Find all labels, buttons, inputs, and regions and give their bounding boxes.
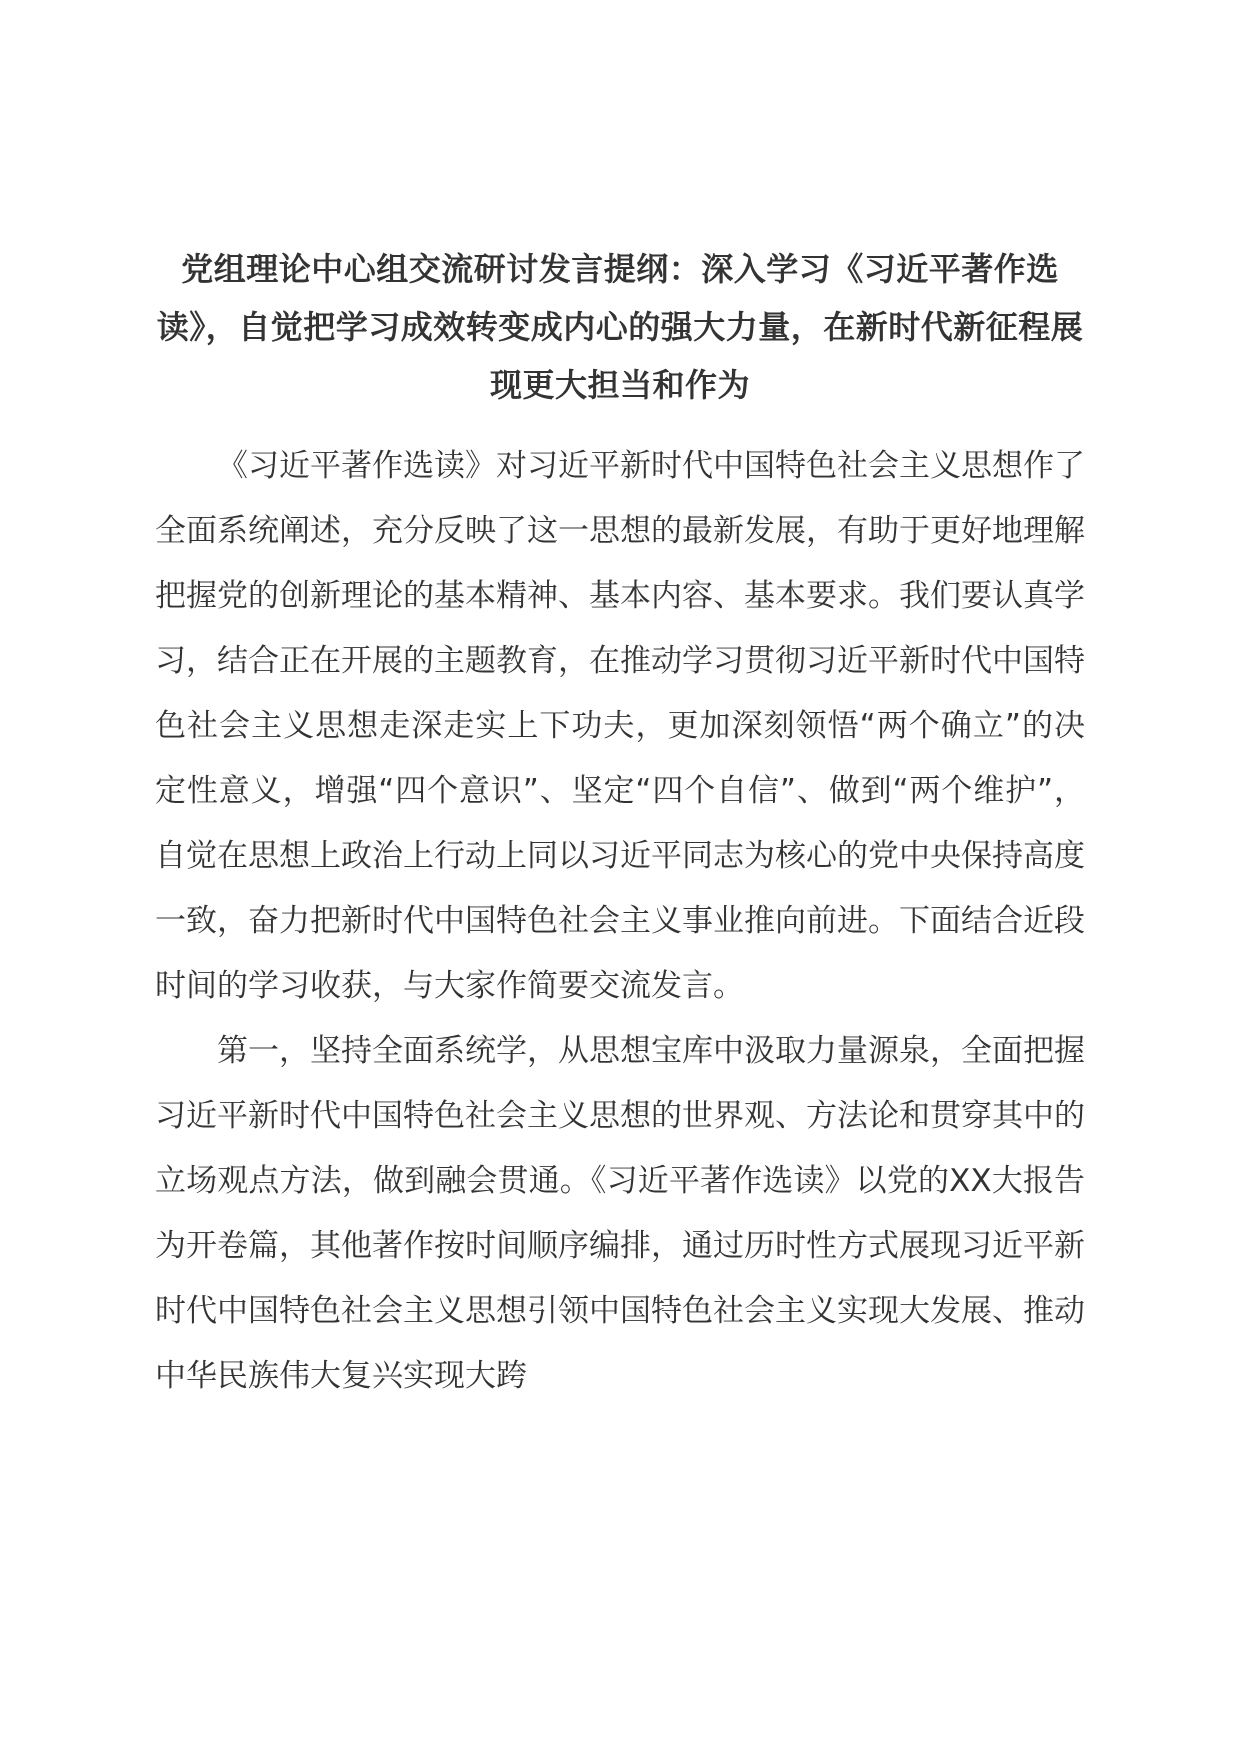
paragraph-intro: 《习近平著作选读》对习近平新时代中国特色社会主义思想作了全面系统阐述，充分反映了这一思想的最新发展，有助于更好地理解把握党的创新理论的基本精神、基本内容、基本要求。我们要认真学习，结合正在开展的主题教育，在推动学习贯彻习近平新时代中国特色社会主义思想走深走实上下功夫，更加深刻领悟“两个确立”的决定性意义，增强“四个意识”、坚定“四个自信”、做到“两个维护”，自觉在思想上政治上行动上同以习近平同志为核心的党中央保持高度一致，奋力把新时代中国特色社会主义事业推向前进。下面结合近段时间的学习收获，与大家作简要交流发言。 bbox=[155, 448, 1085, 1004]
document-title: 党组理论中心组交流研讨发言提纲：深入学习《习近平著作选读》，自觉把学习成效转变成内心的强大力量，在新时代新征程展现更大担当和作为 bbox=[156, 250, 1084, 404]
paragraph-first-point: 第一，坚持全面系统学，从思想宝库中汲取力量源泉，全面把握习近平新时代中国特色社会主义思想的世界观、方法论和贯穿其中的立场观点方法，做到融会贯通。《习近平著作选读》以党的XX大报告为开卷篇，其他著作按时间顺序编排，通过历时性方式展现习近平新时代中国特色社会主义思想引领中国特色社会主义实现大发展、推动中华民族伟大复兴实现大跨 bbox=[155, 1033, 1085, 1394]
document-body bbox=[155, 240, 1085, 1409]
